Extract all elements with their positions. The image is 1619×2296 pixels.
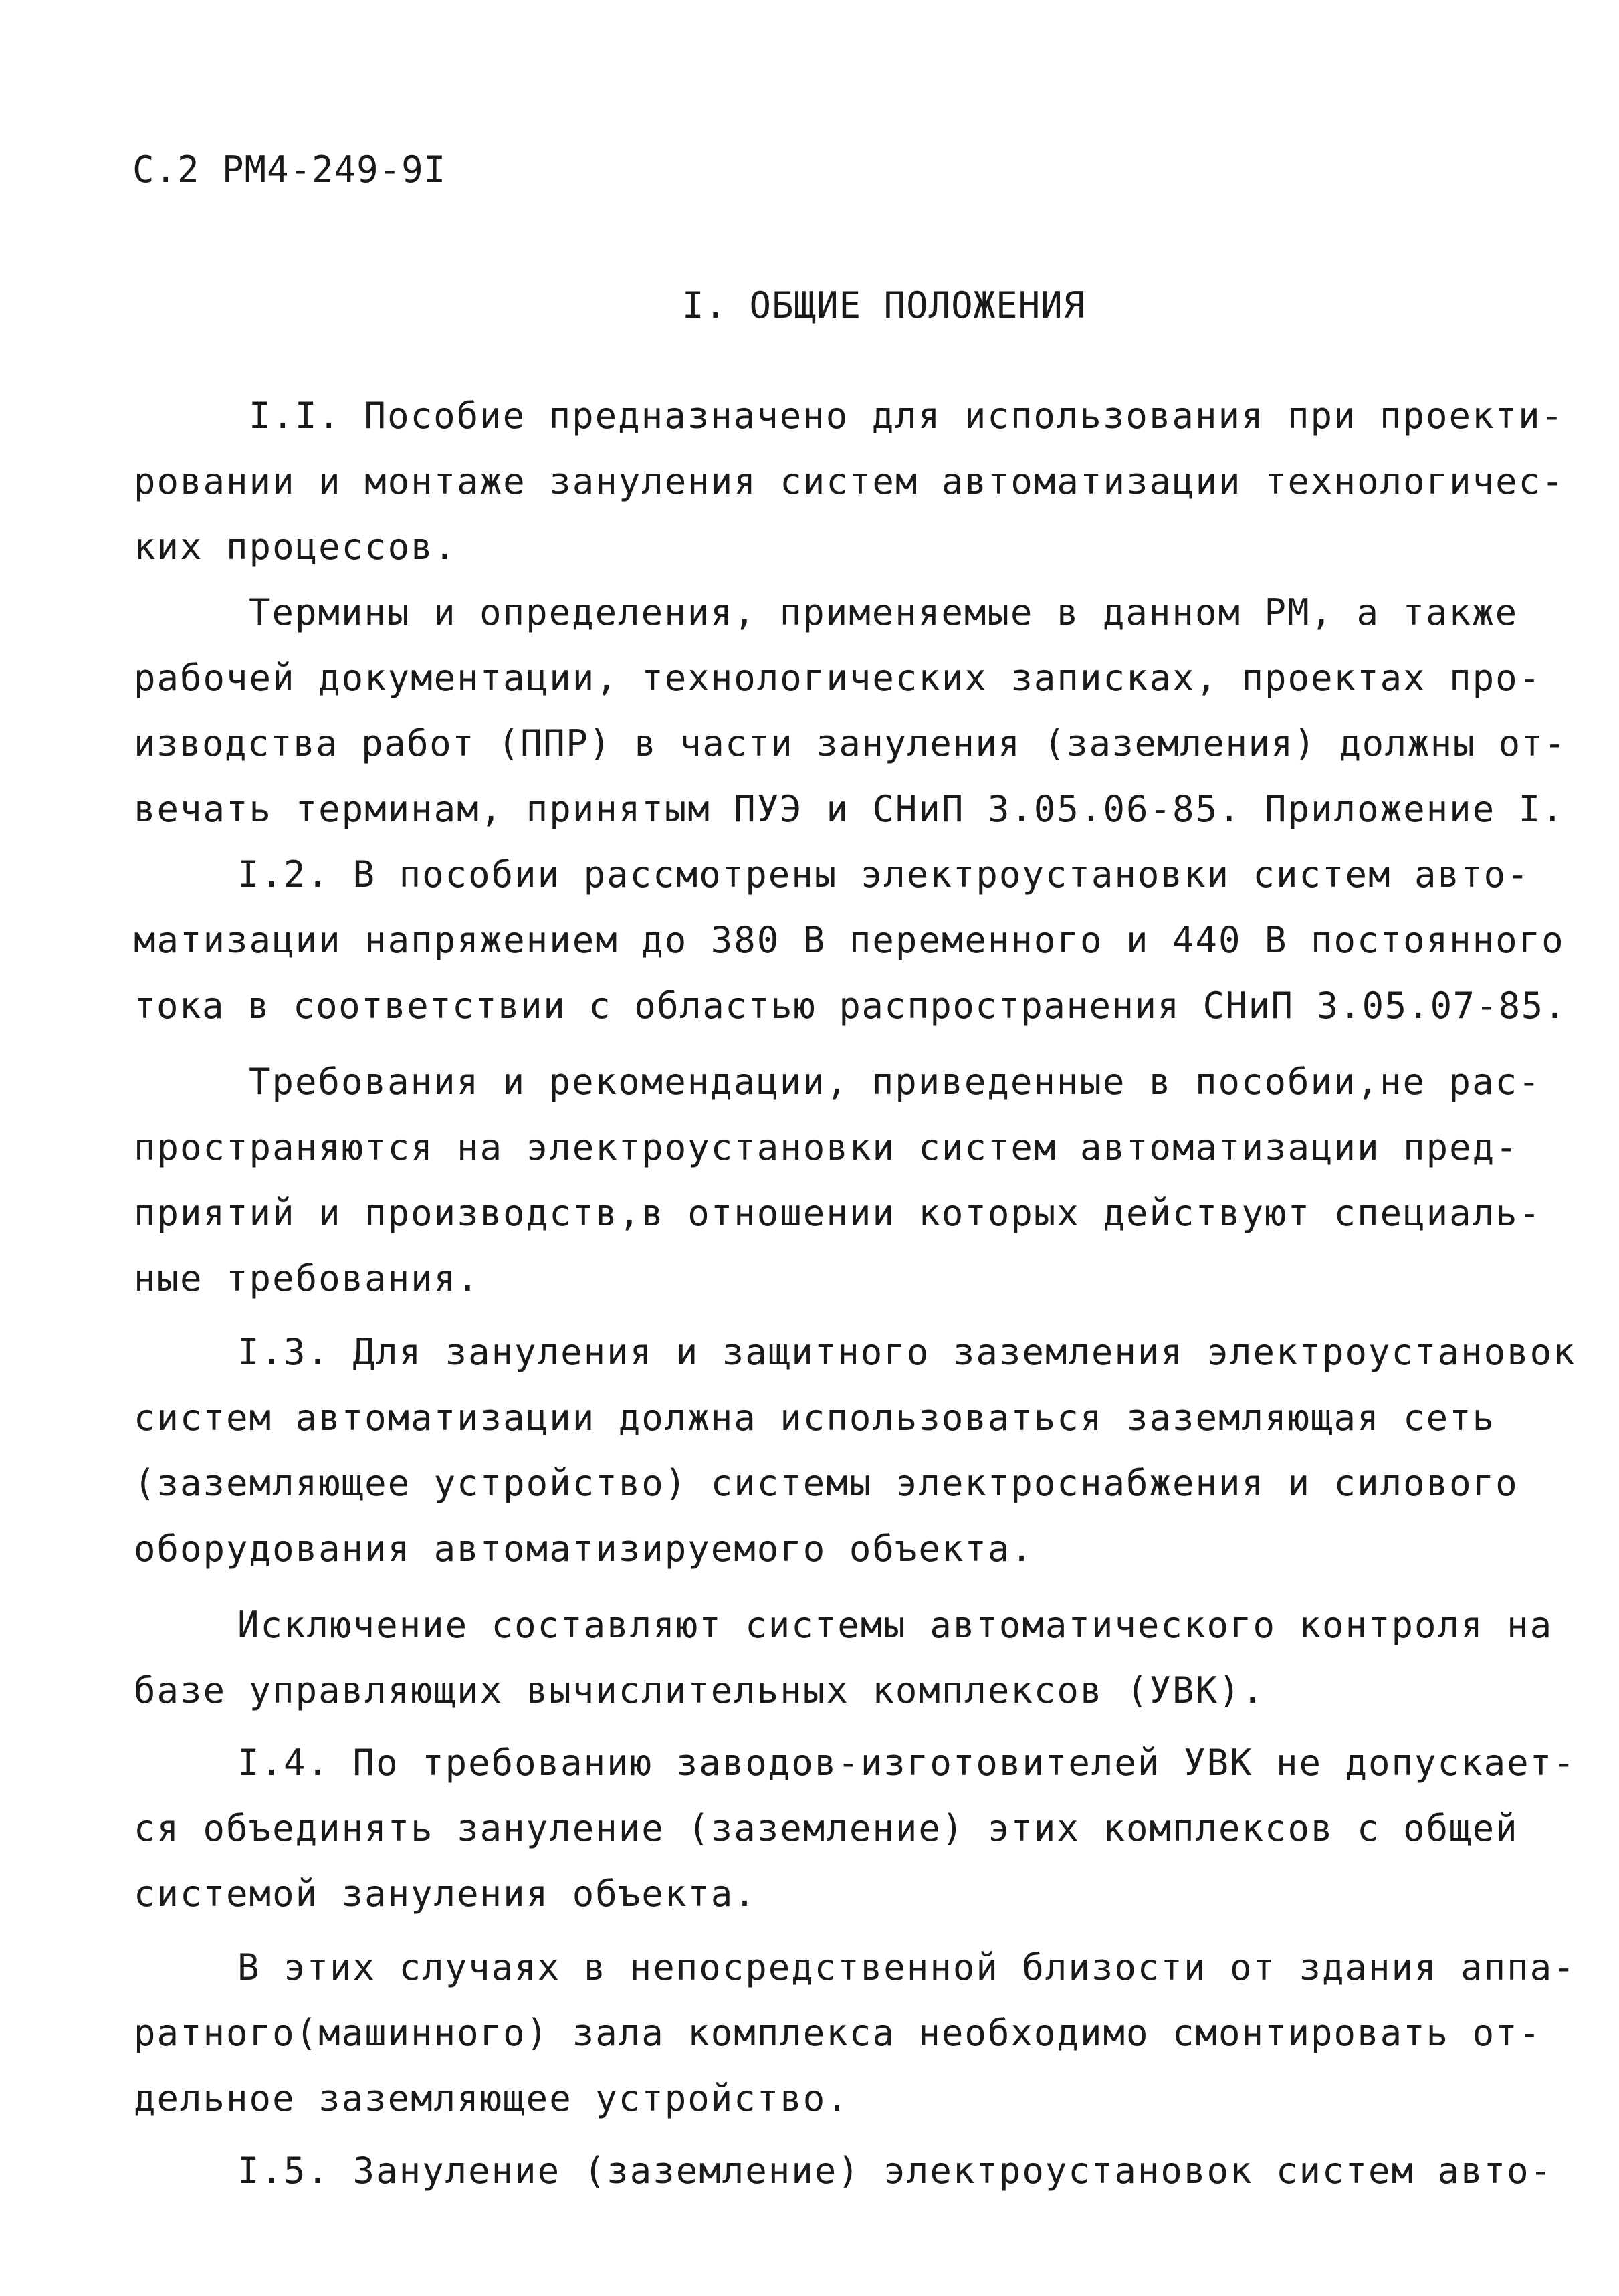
text-line: дельное заземляющее устройство.	[134, 2077, 849, 2119]
text-line: матизации напряжением до 380 В переменного и 440 В постоянного	[134, 919, 1565, 961]
text-line: I.5. Зануление (заземление) электроустановок систем авто-	[237, 2150, 1553, 2192]
text-line: пространяются на электроустановки систем автоматизации пред-	[134, 1126, 1519, 1168]
text-line: приятий и производств,в отношении которых действуют специаль-	[134, 1192, 1542, 1234]
text-line: ся объединять зануление (заземление) этих комплексов с общей	[134, 1807, 1519, 1849]
text-line: I.3. Для зануления и защитного заземления электроустановок	[237, 1331, 1576, 1373]
text-line: ные требования.	[134, 1257, 480, 1299]
text-line: систем автоматизации должна использоваться заземляющая сеть	[134, 1396, 1496, 1439]
text-line: ратного(машинного) зала комплекса необходимо смонтировать от-	[134, 2012, 1542, 2054]
text-line: I.4. По требованию заводов-изготовителей УВК не допускает-	[237, 1742, 1576, 1784]
text-line: вечать терминам, принятым ПУЭ и СНиП 3.05.06-85. Приложение I.	[134, 788, 1565, 830]
text-line: ровании и монтаже зануления систем автоматизации технологичес-	[134, 460, 1565, 502]
text-line: Требования и рекомендации, приведенные в пособии,не рас-	[249, 1061, 1541, 1103]
text-line: I.I. Пособие предназначено для использования при проекти-	[249, 395, 1565, 437]
text-line: оборудования автоматизируемого объекта.	[134, 1528, 1034, 1570]
text-line: ких процессов.	[134, 526, 457, 568]
text-line: I.2. В пособии рассмотрены электроустановки систем авто-	[237, 853, 1530, 896]
text-line: тока в соответствии с областью распространения СНиП 3.05.07-85.	[134, 984, 1567, 1027]
text-line: изводства работ (ППР) в части зануления (заземления) должны от-	[134, 722, 1567, 764]
page-header: С.2 РМ4-249-9I	[132, 148, 447, 191]
text-line: рабочей документации, технологических записках, проектах про-	[134, 657, 1542, 699]
text-line: В этих случаях в непосредственной близости от здания аппа-	[237, 1946, 1576, 1988]
text-line: Исключение составляют системы автоматического контроля на	[237, 1604, 1553, 1646]
text-line: системой зануления объекта.	[134, 1873, 757, 1915]
text-line: базе управляющих вычислительных комплексов (УВК).	[134, 1669, 1265, 1711]
section-title: I. ОБЩИЕ ПОЛОЖЕНИЯ	[682, 284, 1086, 326]
text-line: Термины и определения, применяемые в данном РМ, а также	[249, 591, 1519, 633]
text-line: (заземляющее устройство) системы электроснабжения и силового	[134, 1462, 1519, 1504]
